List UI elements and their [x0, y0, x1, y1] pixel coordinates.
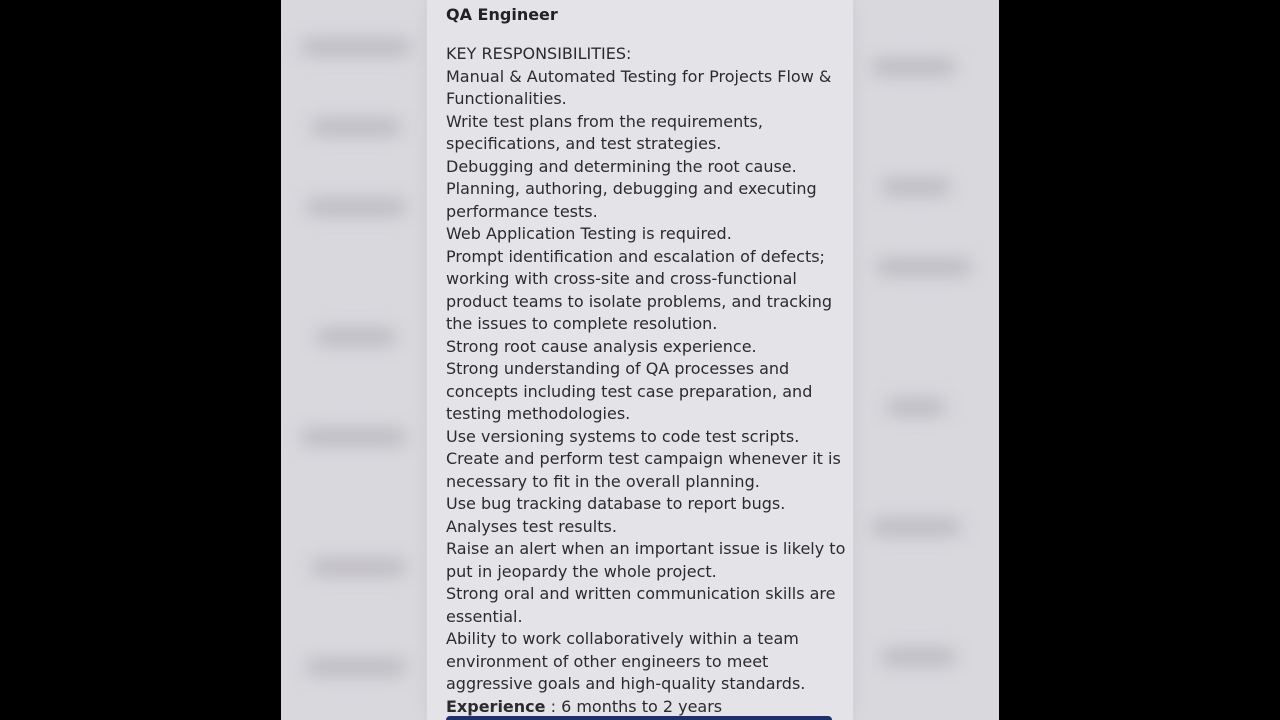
- responsibility-line: Web Application Testing is required.: [446, 224, 732, 243]
- responsibility-line: working with cross-site and cross-functional: [446, 269, 797, 288]
- job-description-content: [446, 4, 846, 718]
- responsibility-line: Strong understanding of QA processes and: [446, 359, 790, 378]
- responsibility-line: concepts including test case preparation, and: [446, 381, 813, 401]
- blurred-content: [881, 180, 951, 194]
- responsibility-line: Strong oral and written communication skills are: [446, 584, 836, 603]
- responsibility-line: specifications, and test strategies.: [446, 134, 722, 153]
- experience-separator: :: [545, 696, 562, 716]
- responsibility-line: Strong root cause analysis experience.: [446, 336, 757, 356]
- experience-label: Experience: [446, 696, 546, 716]
- responsibility-line: environment of other engineers to meet: [446, 651, 769, 671]
- responsibility-line: Manual & Automated Testing for Projects Flow &: [446, 66, 832, 86]
- responsibility-line: Analyses test results.: [446, 516, 617, 536]
- bottom-strip: [446, 716, 832, 720]
- blurred-content: [306, 660, 406, 674]
- responsibility-line: put in jeopardy the whole project.: [446, 561, 717, 581]
- responsibility-line: Use versioning systems to code test scripts.: [446, 426, 800, 446]
- responsibility-line: Write test plans from the requirements,: [446, 111, 763, 131]
- responsibility-line: product teams to isolate problems, and tracking: [446, 291, 833, 311]
- responsibility-line: performance tests.: [446, 201, 598, 221]
- blurred-content: [316, 330, 396, 344]
- responsibility-line: Debugging and determining the root cause.: [446, 156, 797, 176]
- responsibility-line: Use bug tracking database to report bugs.: [446, 494, 786, 513]
- blurred-content: [871, 520, 961, 534]
- blurred-content: [871, 60, 956, 74]
- experience-row: [446, 696, 846, 719]
- responsibility-line: Ability to work collaboratively within a team: [446, 629, 799, 648]
- job-description-card: [427, 0, 853, 720]
- blurred-content: [301, 430, 406, 444]
- responsibility-line: aggressive goals and high-quality standards.: [446, 674, 806, 693]
- responsibility-line: the issues to complete resolution.: [446, 314, 718, 333]
- responsibility-line: Prompt identification and escalation of defects;: [446, 246, 825, 266]
- experience-value: 6 months to 2 years: [561, 696, 723, 716]
- responsibilities-heading: KEY RESPONSIBILITIES:: [446, 44, 632, 63]
- blurred-content: [311, 560, 406, 574]
- responsibility-line: Raise an alert when an important issue is likely to: [446, 539, 846, 558]
- blurred-content: [301, 40, 411, 54]
- responsibility-line: testing methodologies.: [446, 404, 631, 423]
- responsibility-line: Planning, authoring, debugging and executing: [446, 179, 817, 198]
- blurred-content: [881, 650, 956, 664]
- blurred-content: [306, 200, 406, 214]
- responsibility-line: necessary to fit in the overall planning.: [446, 471, 760, 491]
- job-title: QA Engineer: [446, 5, 558, 24]
- responsibilities-list: [446, 66, 846, 696]
- responsibility-line: Functionalities.: [446, 89, 567, 108]
- blurred-content: [886, 400, 946, 414]
- responsibility-line: Create and perform test campaign whenever it is: [446, 449, 841, 468]
- responsibility-line: essential.: [446, 606, 523, 626]
- blurred-content: [311, 120, 401, 134]
- blurred-content: [876, 260, 971, 274]
